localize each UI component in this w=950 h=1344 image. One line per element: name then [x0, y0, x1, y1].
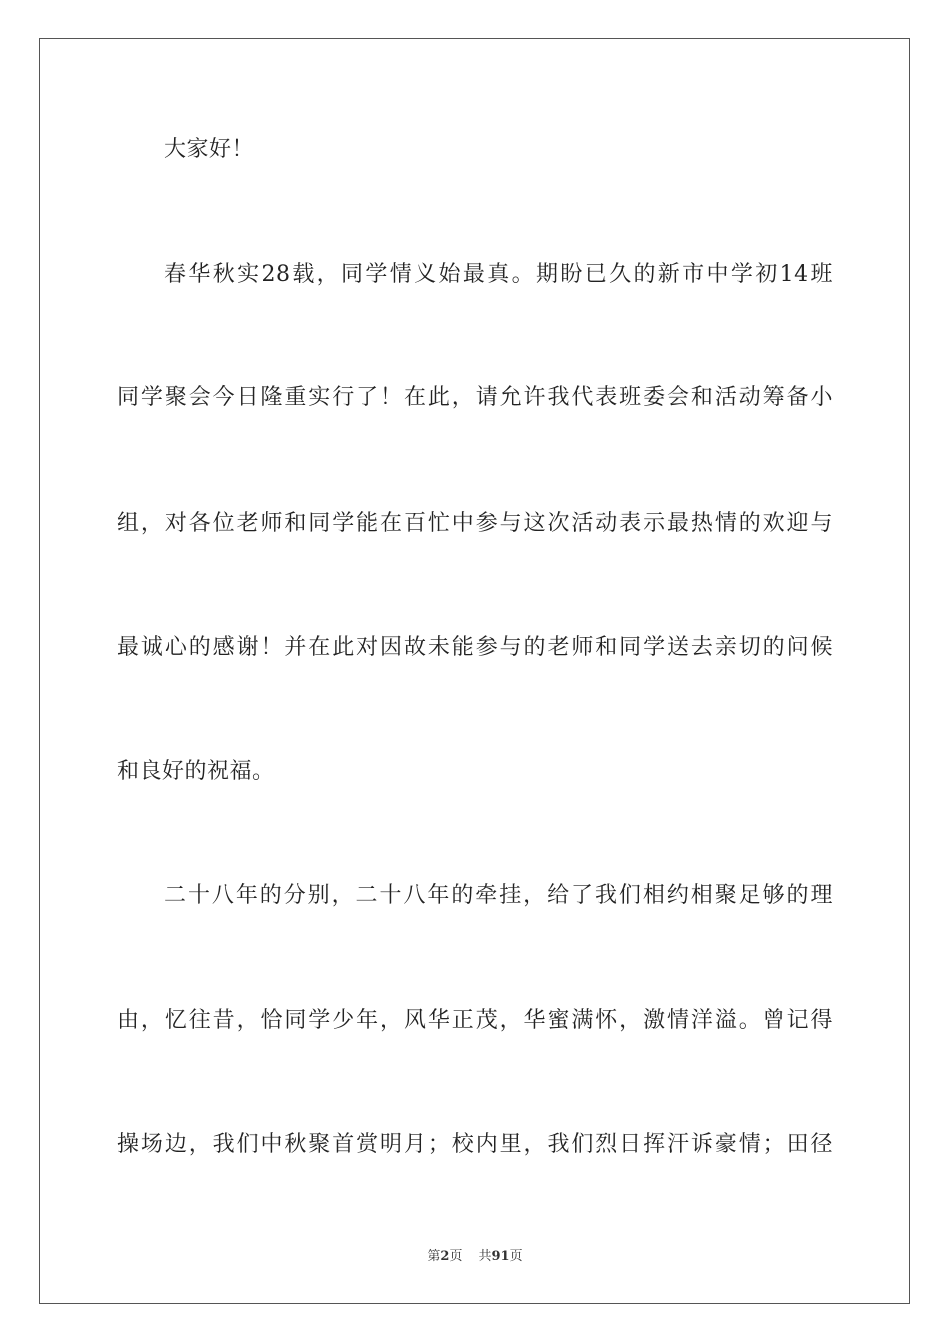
footer-page-prefix: 第	[427, 1249, 441, 1264]
footer-total-suffix: 页	[509, 1249, 523, 1264]
paragraph-line: 最诚心的感谢！并在此对因故未能参与的老师和同学送去亲切的问候	[117, 635, 833, 660]
paragraph-line: 组，对各位老师和同学能在百忙中参与这次活动表示最热情的欢迎与	[117, 511, 833, 536]
footer-total-number: 91	[491, 1249, 510, 1264]
paragraph-line: 和良好的祝福。	[117, 759, 275, 784]
paragraph-line: 二十八年的分别，二十八年的牵挂，给了我们相约相聚足够的理	[164, 883, 833, 908]
greeting-line: 大家好！	[164, 137, 255, 162]
paragraph-line: 由，忆往昔，恰同学少年，风华正茂，华蜜满怀，激情洋溢。曾记得	[117, 1008, 833, 1033]
paragraph-line: 操场边，我们中秋聚首赏明月；校内里，我们烈日挥汗诉豪情；田径	[117, 1132, 833, 1157]
footer-page-number: 2	[440, 1249, 450, 1264]
footer-total-prefix: 共	[478, 1249, 492, 1264]
paragraph-line: 春华秋实28载，同学情义始最真。期盼已久的新市中学初14班	[164, 262, 833, 287]
footer-page-suffix: 页	[449, 1249, 463, 1264]
paragraph-line: 同学聚会今日隆重实行了！在此，请允许我代表班委会和活动筹备小	[117, 385, 833, 410]
page-border	[39, 38, 910, 1304]
page-footer	[0, 1248, 950, 1266]
